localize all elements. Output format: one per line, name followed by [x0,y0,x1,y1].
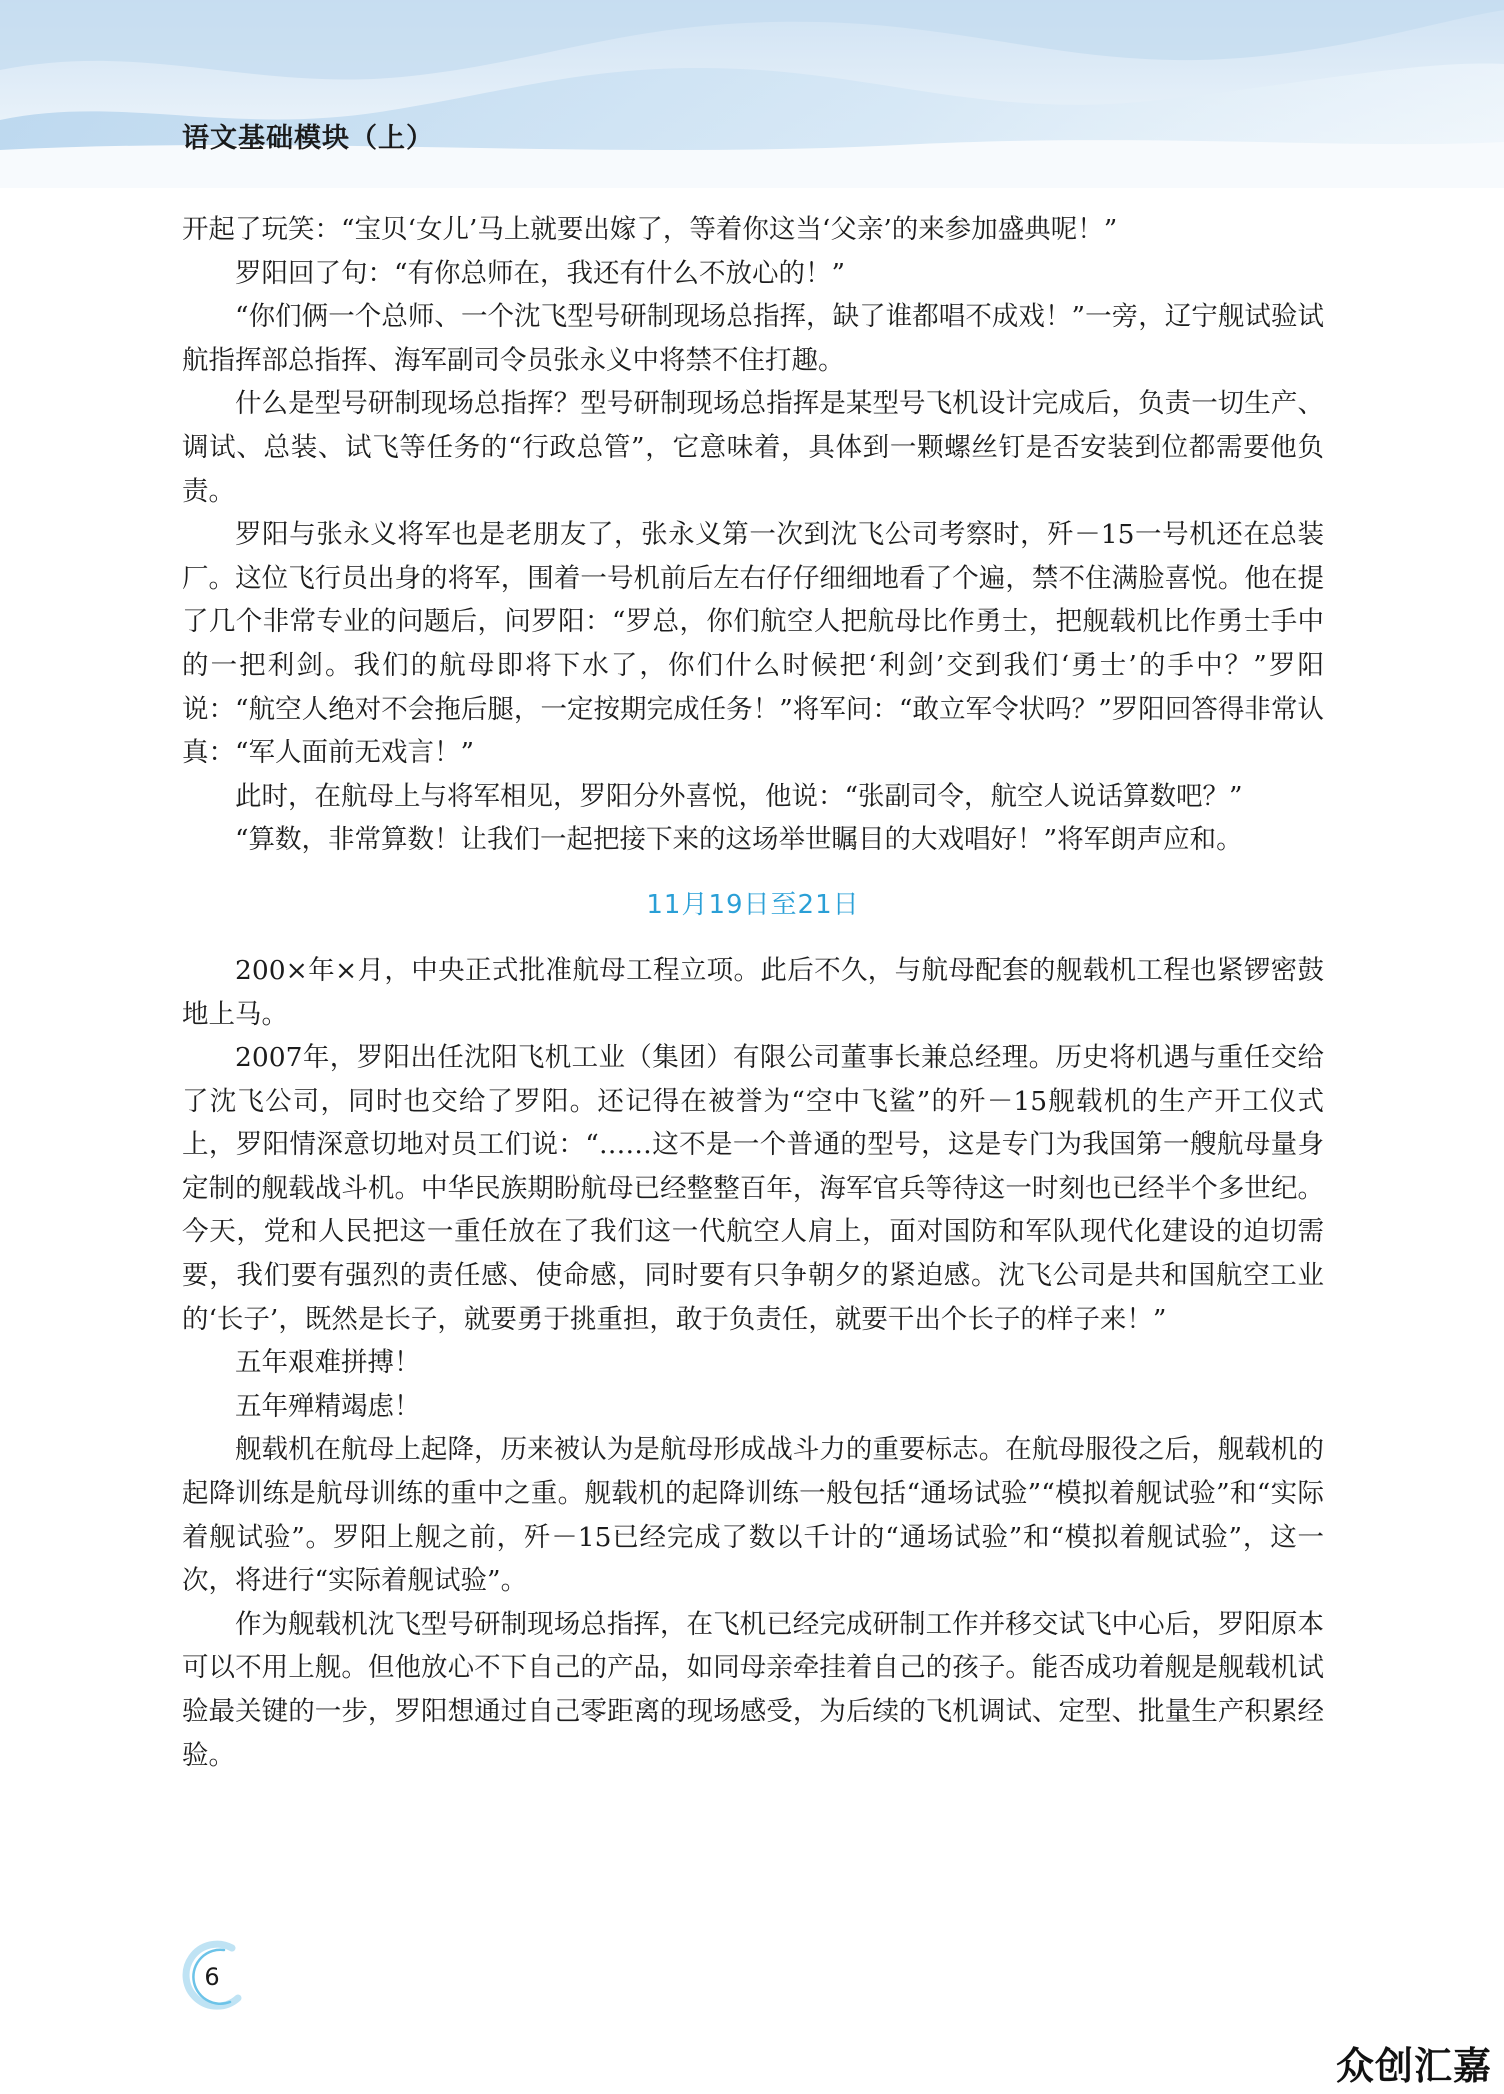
paragraph: 开起了玩笑：“宝贝‘女儿’马上就要出嫁了，等着你这当‘父亲’的来参加盛典呢！” [182,214,1118,245]
paragraph: 五年艰难拼搏！ [235,1347,421,1379]
article-body [182,208,1324,1777]
page-number: 6 [204,1963,220,1991]
paragraph: “你们俩一个总师、一个沈飞型号研制现场总指挥，缺了谁都唱不成戏！”一旁，辽宁舰试验试航指挥部总指挥、海军副司令员张永义中将禁不住打趣。 [182,301,1324,376]
header-banner [0,0,1504,188]
watermark-logo: 众创汇嘉 [1335,2044,1492,2088]
paragraph: 2007年，罗阳出任沈阳飞机工业（集团）有限公司董事长兼总经理。历史将机遇与重任交给了沈飞公司，同时也交给了罗阳。还记得在被誉为“空中飞鲨”的歼－15舰载机的生产开工仪式上，罗阳情深意切地对员工们说：“……这不是一个普通的型号，这是专门为我国第一艘航母量身定制的舰载战斗机。中华民族期盼航母已经整整百年，海军官兵等待这一时刻也已经半个多世纪。今天，党和人民把这一重任放在了我们这一代航空人肩上，面对国防和军队现代化建设的迫切需要，我们要有强烈的责任感、使命感，同时要有只争朝夕的紧迫感。沈飞公司是共和国航空工业的‘长子’，既然是长子，就要勇于挑重担，敢于负责任，就要干出个长子的样子来！” [182,1042,1324,1335]
paragraph: “算数，非常算数！让我们一起把接下来的这场举世瞩目的大戏唱好！”将军朗声应和。 [235,824,1243,856]
paragraph: 罗阳与张永义将军也是老朋友了，张永义第一次到沈飞公司考察时，歼－15一号机还在总装厂。这位飞行员出身的将军，围着一号机前后左右仔仔细细地看了个遍，禁不住满脸喜悦。他在提了几个非常专业的问题后，问罗阳：“罗总，你们航空人把航母比作勇士，把舰载机比作勇士手中的一把利剑。我们的航母即将下水了，你们什么时候把‘利剑’交到我们‘勇士’的手中？”罗阳说：“航空人绝对不会拖后腿，一定按期完成任务！”将军问：“敢立军令状吗？”罗阳回答得非常认真：“军人面前无戏言！” [182,519,1324,769]
paragraph: 五年殚精竭虑！ [235,1390,421,1422]
page-header-title: 语文基础模块（上） [182,123,434,154]
paragraph: 什么是型号研制现场总指挥？型号研制现场总指挥是某型号飞机设计完成后，负责一切生产、调试、总装、试飞等任务的“行政总管”，它意味着，具体到一颗螺丝钉是否安装到位都需要他负责。 [182,388,1324,507]
paragraph: 此时，在航母上与将军相见，罗阳分外喜悦，他说：“张副司令，航空人说话算数吧？” [235,780,1243,812]
paragraph: 作为舰载机沈飞型号研制现场总指挥，在飞机已经完成研制工作并移交试飞中心后，罗阳原本可以不用上舰。但他放心不下自己的产品，如同母亲牵挂着自己的孩子。能否成功着舰是舰载机试验最关键的一步，罗阳想通过自己零距离的现场感受，为后续的飞机调试、定型、批量生产积累经验。 [182,1608,1324,1771]
sky-wave-decoration [0,0,1504,188]
paragraph: 罗阳回了句：“有你总师在，我还有什么不放心的！” [235,257,846,289]
paragraph: 舰载机在航母上起降，历来被认为是航母形成战斗力的重要标志。在航母服役之后，舰载机的起降训练是航母训练的重中之重。舰载机的起降训练一般包括“通场试验”“模拟着舰试验”和“实际着舰试验”。罗阳上舰之前，歼－15已经完成了数以千计的“通场试验”和“模拟着舰试验”，这一次，将进行“实际着舰试验”。 [182,1434,1324,1597]
section-heading: 11月19日至21日 [646,889,860,920]
paragraph: 200×年×月，中央正式批准航母工程立项。此后不久，与航母配套的舰载机工程也紧锣密鼓地上马。 [182,954,1324,1030]
